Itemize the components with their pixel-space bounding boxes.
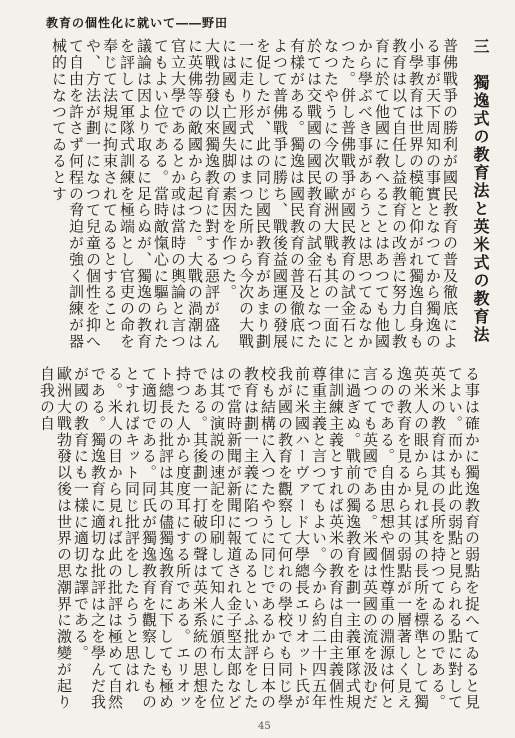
running-head: 教育の個性化に就いて――野田	[46, 16, 229, 30]
lower-text-block	[40, 366, 480, 722]
page-number: 45	[258, 721, 271, 732]
paragraph: 普佛戰爭の勝利が國民教育の普及徹底による事が天下周知の事實となつてから獨逸の小學教育は世界の模範と仰がれ獨逸自身も教育は以て自任し益教育の改善に努力し教育に於て他國に敎へることはあつても他國から學ぶべき事があらうとは思つてゐなかつた。併し普佛戰爭が國民教育の試金石となつたやうに今次の歐洲大戰も其の一面に於ては交戰國の國民教育の試金石となつた有樣がある。獨逸は國民教育の普及徹底によつて普佛戰爭に勝ち、戰後益國運の發展を促したが、此の同じ國民教育があまり劃一に走り形式にはまつた所から今次の大戰には國も亡國失脚の素因を作つた。	[220, 38, 459, 350]
paragraph: 大戰勃發以來獨逸教育に對する惡評が盛んに英佛等の敵國から起つた。大戰の渦潮は官立大學であるとか或は當時の輿論と言つてもよい位である。當時敵愾心に驅られた議論は因より取るに足らぬが、獨逸の教育を評して軍隊式訓練を極端とし官吏の命を奉じて法規に拘束されてゐるとすることや、方法が劃一になつて兒童の個性を抑へて自由を許さず何程の脅迫が強く訓練が器械的になつてゐるとす	[50, 38, 221, 350]
paragraph: 歐洲大戰勃發以後は世界の思潮界に激變が起り自我の自	[38, 366, 73, 711]
paragraph: る事は確かに獨逸教育の弱點を捉へてゐると見てよい。而かも此の弱點と見られる點に對して英米の教育は其の長所を持つてゐるのである。英米人の眼から見れば其の長所を標準として獨逸の教育を見るから其の弱點が一層著しく見えるのである。自由思想や個性尊重の淵源は何と言つても英國である。米國は英國の流を汲むだに過ぎぬ。戰前の獨逸教育を劃一主義軍隊式規律訓練主義とすれば英米の教育は自由主義個性尊重主義と言つてもよい。今から約二十四五年前に米國ハーヴァード大學總長エリオット氏が我が國の教育を觀察して何れの學校でも同じ學校も結構に入つたやうに同じであるから日本の教育は劃一主義に陷つてゐるといふ批評をしたので當時新聞が新聞に報道され金子堅太郎などは其の演説の速記を印刷して知人に頒布した位である。其後劃一打破の聲は英米系統の思想を持つた人から度度耳にする所である。エリオット總長の批評は其の儘獨逸教育に下しても極めて適切である。同氏が獨逸教育を觀察したものとすればキット同じ批評をしたらうと思はれる。米人の目から見れば此の批評は極めて自然である。獨逸教育に適切な批評は之を學んだ我が國の教育にも一樣に適切な譯である。	[72, 366, 481, 711]
upper-text-block	[40, 38, 495, 358]
section-heading: 三 獨逸式の教育法と英米式の教育法	[471, 38, 490, 344]
